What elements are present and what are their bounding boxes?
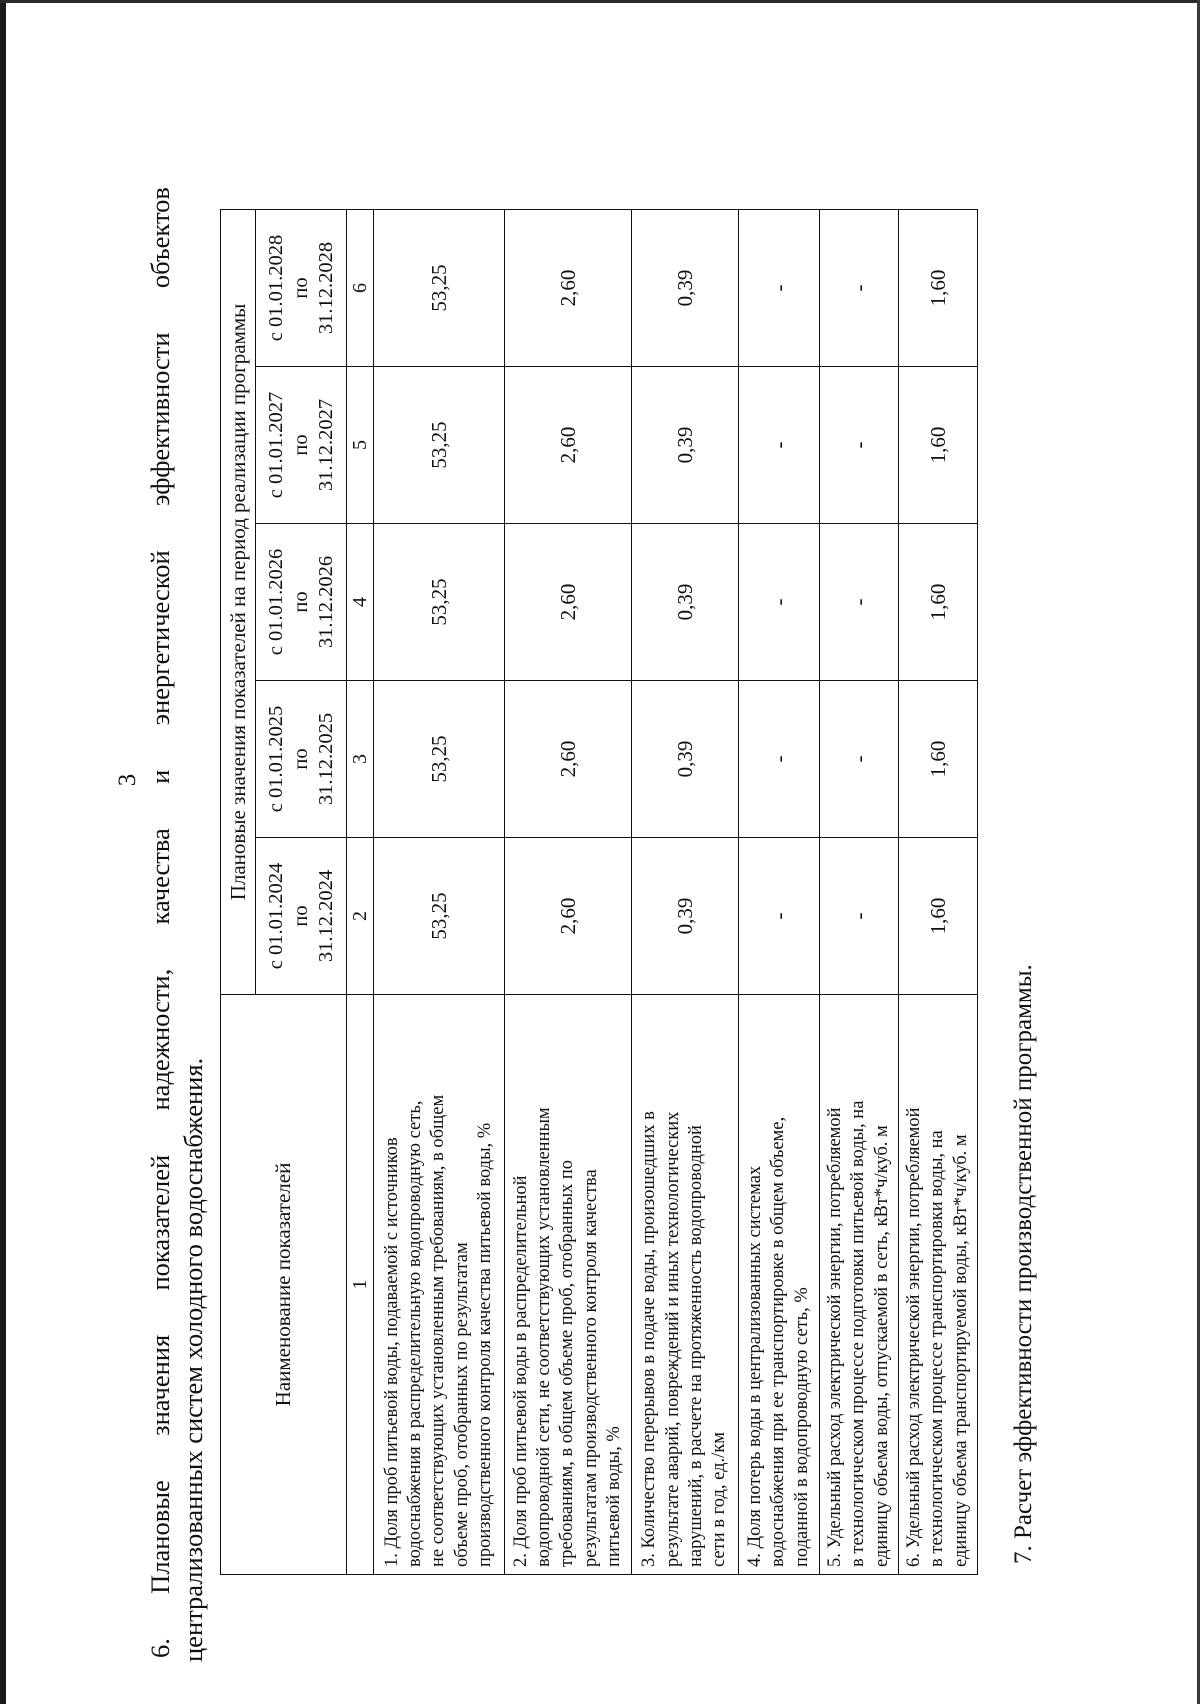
indicator-value: 53,25 xyxy=(374,838,505,995)
indicator-name: 3. Количество перерывов в подаче воды, произошедших в результате аварий, повреждений и иных технологических нарушений, в расчете на протяженность водопроводной сети в год, ед./км xyxy=(632,995,739,1575)
column-number: 2 xyxy=(347,838,374,995)
column-number: 4 xyxy=(347,524,374,681)
indicator-value: - xyxy=(739,838,820,995)
indicator-name: 1. Доля проб питьевой воды, подаваемой с источников водоснабжения в распределительную водопроводную сеть, не соответствующих установленным требованиям, в общем объеме проб, отобранных по результатам производственного контроля качества питьевой воды, % xyxy=(374,995,505,1575)
heading-line-1 xyxy=(144,187,177,1662)
heading-word: энергетической xyxy=(145,550,175,726)
section-7-heading: 7. Расчет эффективности производственной программы. xyxy=(1010,964,1037,1564)
heading-word: эффективности xyxy=(145,332,175,507)
heading-word: и xyxy=(145,769,175,784)
indicator-value: - xyxy=(739,681,820,838)
indicator-value: 2,60 xyxy=(505,210,632,367)
indicator-value: - xyxy=(820,367,899,524)
column-number: 5 xyxy=(347,367,374,524)
indicator-value: 1,60 xyxy=(899,210,978,367)
indicator-value: 53,25 xyxy=(374,210,505,367)
indicator-value: 53,25 xyxy=(374,524,505,681)
heading-line-2: централизованных систем холодного водоснабжения. xyxy=(178,1057,209,1662)
indicator-value: - xyxy=(820,210,899,367)
indicator-name: 2. Доля проб питьевой воды в распределительной водопроводной сети, не соответствующих установленным требованиям, в общем объеме проб, отобранных по результатам производственного контроля качества питьевой воды, % xyxy=(505,995,632,1575)
period-header: с 01.01.2028 по 31.12.2028 xyxy=(256,210,347,367)
table-row xyxy=(505,210,632,1575)
heading-word: объектов xyxy=(145,187,175,289)
table-row xyxy=(899,210,978,1575)
planned-indicators-table xyxy=(220,209,978,1575)
indicator-value: - xyxy=(820,681,899,838)
indicator-name-header: Наименование показателей xyxy=(221,995,347,1575)
rotated-document-page xyxy=(100,40,1060,1680)
period-header: с 01.01.2025 по 31.12.2025 xyxy=(256,681,347,838)
table-row xyxy=(820,210,899,1575)
indicator-value: 53,25 xyxy=(374,367,505,524)
heading-number: 6. xyxy=(145,1638,175,1658)
heading-word: Плановые xyxy=(145,1480,175,1594)
indicator-value: 2,60 xyxy=(505,838,632,995)
indicator-value: 1,60 xyxy=(899,838,978,995)
heading-word: показателей xyxy=(145,1154,175,1291)
indicator-name: 6. Удельный расход электрической энергии, потребляемой в технологическом процессе транспортировки воды, на единицу объема транспортируемой воды, кВт*ч/куб. м xyxy=(899,995,978,1575)
table-row xyxy=(739,210,820,1575)
indicator-value: - xyxy=(739,524,820,681)
indicator-value: 0,39 xyxy=(632,838,739,995)
column-number-row xyxy=(347,210,374,1575)
indicator-value: 1,60 xyxy=(899,681,978,838)
heading-word: качества xyxy=(145,828,175,925)
heading-word: надежности, xyxy=(145,968,175,1111)
heading-word: значения xyxy=(145,1334,175,1436)
column-number: 6 xyxy=(347,210,374,367)
indicator-value: - xyxy=(820,524,899,681)
period-header: с 01.01.2024 по 31.12.2024 xyxy=(256,838,347,995)
table-header-row xyxy=(221,210,256,1575)
column-number: 1 xyxy=(347,995,374,1575)
indicator-value: 1,60 xyxy=(899,524,978,681)
indicator-value: 0,39 xyxy=(632,210,739,367)
indicator-name: 5. Удельный расход электрической энергии, потребляемой в технологическом процессе подготовки питьевой воды, на единицу объема воды, отпускаемой в сеть, кВт*ч/куб. м xyxy=(820,995,899,1575)
indicator-value: 1,60 xyxy=(899,367,978,524)
indicator-value: 2,60 xyxy=(505,681,632,838)
table-row xyxy=(632,210,739,1575)
indicator-value: - xyxy=(739,367,820,524)
indicator-value: 2,60 xyxy=(505,524,632,681)
indicator-value: 0,39 xyxy=(632,367,739,524)
scan-border-top xyxy=(0,0,1200,3)
indicator-value: 53,25 xyxy=(374,681,505,838)
indicator-value: 2,60 xyxy=(505,367,632,524)
planned-values-header: Плановые значения показателей на период реализации программы xyxy=(221,210,256,995)
period-header: с 01.01.2027 по 31.12.2027 xyxy=(256,367,347,524)
table-row xyxy=(374,210,505,1575)
indicator-value: 0,39 xyxy=(632,681,739,838)
indicator-value: - xyxy=(820,838,899,995)
section-6-heading xyxy=(144,187,211,1662)
indicator-value: - xyxy=(739,210,820,367)
scan-border-left xyxy=(0,0,6,1704)
page-number: 3 xyxy=(114,773,141,787)
period-header: с 01.01.2026 по 31.12.2026 xyxy=(256,524,347,681)
indicator-value: 0,39 xyxy=(632,524,739,681)
indicator-name: 4. Доля потерь воды в централизованных системах водоснабжения при ее транспортировке в общем объеме, поданной в водопроводную сеть, % xyxy=(739,995,820,1575)
column-number: 3 xyxy=(347,681,374,838)
